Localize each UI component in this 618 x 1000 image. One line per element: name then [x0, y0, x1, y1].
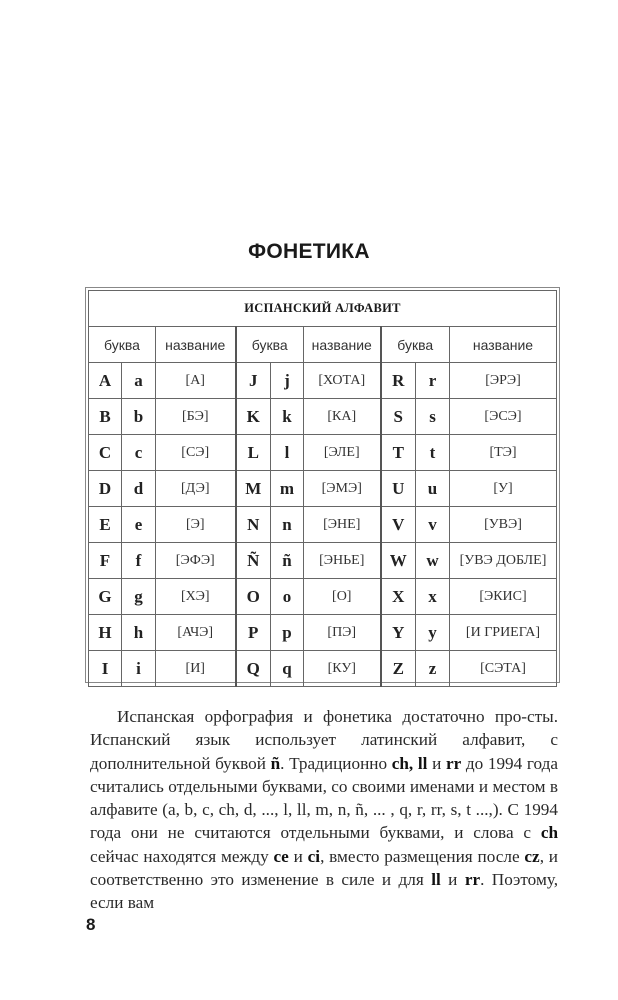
uppercase-letter: X	[381, 579, 416, 615]
letter-name: [О]	[304, 579, 381, 615]
uppercase-letter: Q	[236, 651, 271, 687]
uppercase-letter: Ñ	[236, 543, 271, 579]
letter-name: [СЭТА]	[450, 651, 557, 687]
letter-name: [ЭНЕ]	[304, 507, 381, 543]
uppercase-letter: L	[236, 435, 271, 471]
lowercase-letter: t	[416, 435, 450, 471]
text-run: и	[427, 753, 446, 773]
uppercase-letter: N	[236, 507, 271, 543]
bold-term: ci	[307, 846, 321, 866]
uppercase-letter: B	[89, 399, 122, 435]
header-letter: буква	[236, 327, 304, 363]
lowercase-letter: m	[271, 471, 304, 507]
uppercase-letter: J	[236, 363, 271, 399]
lowercase-letter: b	[122, 399, 156, 435]
alphabet-table-frame	[85, 287, 560, 683]
uppercase-letter: W	[381, 543, 416, 579]
table-row	[89, 579, 557, 615]
uppercase-letter: A	[89, 363, 122, 399]
lowercase-letter: i	[122, 651, 156, 687]
bold-term: ch, ll	[391, 753, 428, 773]
bold-term: ñ	[270, 753, 281, 773]
uppercase-letter: R	[381, 363, 416, 399]
lowercase-letter: x	[416, 579, 450, 615]
uppercase-letter: K	[236, 399, 271, 435]
uppercase-letter: P	[236, 615, 271, 651]
letter-name: [ЭРЭ]	[450, 363, 557, 399]
text-run: . Традиционно	[280, 753, 392, 773]
letter-name: [УВЭ]	[450, 507, 557, 543]
lowercase-letter: d	[122, 471, 156, 507]
lowercase-letter: e	[122, 507, 156, 543]
lowercase-letter: n	[271, 507, 304, 543]
uppercase-letter: S	[381, 399, 416, 435]
table-row	[89, 363, 557, 399]
letter-name: [БЭ]	[156, 399, 236, 435]
letter-name: [ЭЛЕ]	[304, 435, 381, 471]
letter-name: [КА]	[304, 399, 381, 435]
table-row	[89, 615, 557, 651]
body-paragraph	[90, 705, 558, 915]
text-run: , вместо размещения после	[320, 846, 525, 866]
lowercase-letter: a	[122, 363, 156, 399]
letter-name: [ЭКИС]	[450, 579, 557, 615]
bold-term: ce	[273, 846, 289, 866]
table-row	[89, 471, 557, 507]
uppercase-letter: T	[381, 435, 416, 471]
section-heading: ФОНЕТИКА	[248, 240, 370, 263]
letter-name: [ПЭ]	[304, 615, 381, 651]
table-row	[89, 543, 557, 579]
letter-name: [ДЭ]	[156, 471, 236, 507]
letter-name: [И ГРИЕГА]	[450, 615, 557, 651]
table-row	[89, 435, 557, 471]
lowercase-letter: s	[416, 399, 450, 435]
letter-name: [ЭМЭ]	[304, 471, 381, 507]
uppercase-letter: V	[381, 507, 416, 543]
table-row	[89, 651, 557, 687]
table-row	[89, 507, 557, 543]
letter-name: [Э]	[156, 507, 236, 543]
letter-name: [ЭНЬЕ]	[304, 543, 381, 579]
uppercase-letter: Z	[381, 651, 416, 687]
letter-name: [А]	[156, 363, 236, 399]
lowercase-letter: l	[271, 435, 304, 471]
letter-name: [УВЭ ДОБЛЕ]	[450, 543, 557, 579]
lowercase-letter: z	[416, 651, 450, 687]
uppercase-letter: E	[89, 507, 122, 543]
bold-term: ll	[431, 870, 441, 890]
uppercase-letter: H	[89, 615, 122, 651]
lowercase-letter: c	[122, 435, 156, 471]
text-run: до 1994 года считались отдельными буквами, со своими именами и местом в алфавите (a, b, c, ch, d, ..., l, ll, m, n, ñ, ... , q, r, rr, s, t ...,). С 1994 года они не считаются отдельными буквами, и слова с	[90, 753, 558, 843]
letter-name: [У]	[450, 471, 557, 507]
text-run: и	[288, 846, 308, 866]
uppercase-letter: M	[236, 471, 271, 507]
bold-term: ch	[540, 823, 558, 843]
lowercase-letter: k	[271, 399, 304, 435]
uppercase-letter: F	[89, 543, 122, 579]
uppercase-letter: C	[89, 435, 122, 471]
header-letter: буква	[381, 327, 450, 363]
bold-term: rr	[464, 870, 481, 890]
lowercase-letter: r	[416, 363, 450, 399]
header-name: название	[450, 327, 557, 363]
letter-name: [ХОТА]	[304, 363, 381, 399]
letter-name: [КУ]	[304, 651, 381, 687]
text-run: сейчас находятся между	[90, 846, 274, 866]
bold-term: rr	[445, 753, 462, 773]
lowercase-letter: f	[122, 543, 156, 579]
letter-name: [АЧЭ]	[156, 615, 236, 651]
letter-name: [СЭ]	[156, 435, 236, 471]
lowercase-letter: j	[271, 363, 304, 399]
lowercase-letter: ñ	[271, 543, 304, 579]
letter-name: [ЭФЭ]	[156, 543, 236, 579]
uppercase-letter: I	[89, 651, 122, 687]
uppercase-letter: U	[381, 471, 416, 507]
letter-name: [ТЭ]	[450, 435, 557, 471]
table-caption: ИСПАНСКИЙ АЛФАВИТ	[89, 291, 557, 327]
letter-name: [ХЭ]	[156, 579, 236, 615]
uppercase-letter: O	[236, 579, 271, 615]
lowercase-letter: y	[416, 615, 450, 651]
lowercase-letter: w	[416, 543, 450, 579]
lowercase-letter: h	[122, 615, 156, 651]
header-name: название	[156, 327, 236, 363]
page-number: 8	[86, 915, 96, 934]
lowercase-letter: q	[271, 651, 304, 687]
lowercase-letter: o	[271, 579, 304, 615]
text-run: и	[440, 870, 465, 890]
lowercase-letter: g	[122, 579, 156, 615]
lowercase-letter: v	[416, 507, 450, 543]
letter-name: [И]	[156, 651, 236, 687]
letter-name: [ЭСЭ]	[450, 399, 557, 435]
lowercase-letter: p	[271, 615, 304, 651]
uppercase-letter: Y	[381, 615, 416, 651]
text-run: , и соответственно это изменение в силе и для	[90, 846, 559, 890]
header-name: название	[304, 327, 381, 363]
spanish-alphabet-table	[88, 290, 557, 687]
uppercase-letter: D	[89, 471, 122, 507]
text-run: . Поэтому, если вам	[90, 870, 558, 913]
uppercase-letter: G	[89, 579, 122, 615]
table-row	[89, 399, 557, 435]
bold-term: cz	[524, 846, 540, 866]
lowercase-letter: u	[416, 471, 450, 507]
text-run: Испанская орфография и фонетика достаточно про-сты. Испанский язык использует латинский алфавит, с дополнительной буквой	[90, 707, 558, 773]
header-letter: буква	[89, 327, 156, 363]
